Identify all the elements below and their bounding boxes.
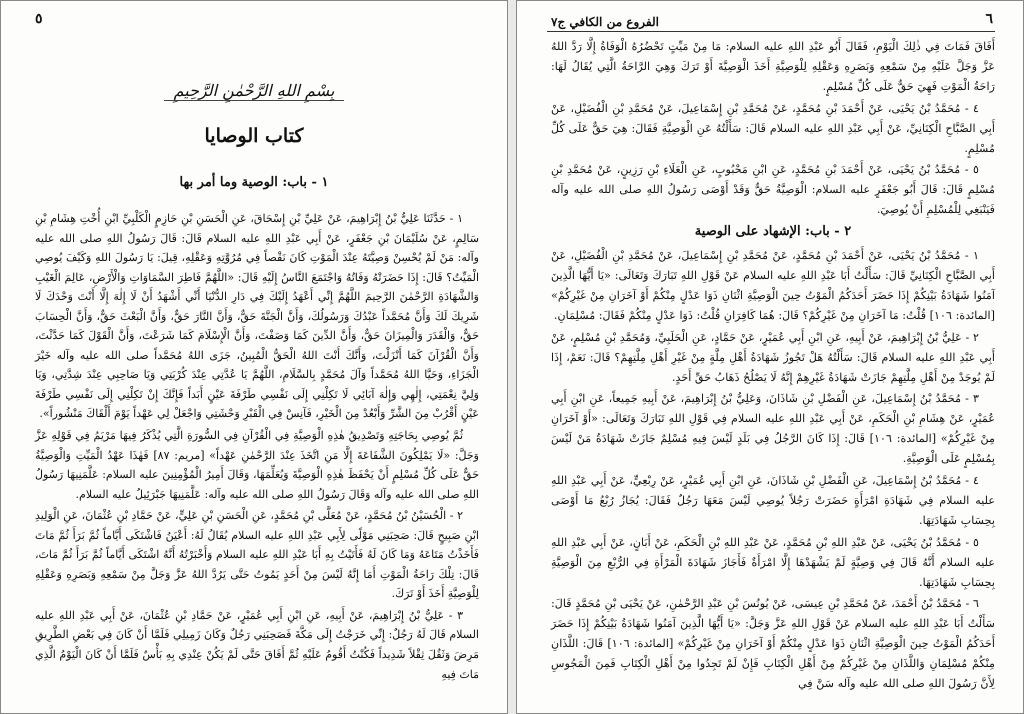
page-number: ٥ <box>35 11 43 27</box>
right-page-body <box>551 37 995 696</box>
left-page <box>0 0 508 714</box>
hadith-paragraph: ٤ - مُحَمَّدُ بْنُ إِسْمَاعِيلَ، عَنِ الْفَضْلِ بْنِ شَاذَانَ، عَنِ ابْنِ أَبِي عُمَيْرٍ، عَنْ رِبْعِيٍّ، عَنْ أَبِي عَبْدِ اللهِ عليه السلام فِي شَهَادَةِ امْرَأَةٍ حَضَرَتْ رَجُلاً يُوصِي لَيْسَ مَعَهَا رَجُلٌ فَقَالَ: يُجَازُ رُبْعُ مَا أَوْصَى بِحِسَابِ شَهَادَتِهَا. <box>551 474 995 527</box>
right-page <box>516 0 1024 714</box>
hadith-paragraph: ثُمَّ يُوصِي بِحَاجَتِهِ وَتَصْدِيقُ هٰذِهِ الْوَصِيَّةِ فِي الْقُرْآنِ فِي السُّورَةِ الَّتِي يُذْكَرُ فِيهَا مَرْيَمُ فِي قَوْلِهِ عَزَّ وَجَلَّ: «لَا يَمْلِكُونَ الشَّفَاعَةَ إِلَّا مَنِ اتَّخَذَ عِنْدَ الرَّحْمٰنِ عَهْداً» [مريم: ٨٧] فَهٰذَا عَهْدُ الْمَيِّتِ وَالْوَصِيَّةُ حَقٌّ عَلَى كُلِّ مُسْلِمٍ أَنْ يَحْفَظَ هٰذِهِ الْوَصِيَّةَ وَيُعَلِّمَهَا، وَقَالَ أَمِيرُ الْمُؤْمِنِينَ عليه السلام: عَلَّمَنِيهَا رَسُولُ اللهِ صلى الله عليه وآله وَقَالَ رَسُولُ اللهِ صلى الله عليه وآله: عَلَّمَنِيهَا جَبْرَئِيلُ عليه السلام. <box>35 429 479 501</box>
hadith-paragraph: ٣ - عَلِيُّ بْنُ إِبْرَاهِيمَ، عَنْ أَبِيهِ، عَنِ ابْنِ أَبِي عُمَيْرٍ، عَنْ حَمَّادِ بْنِ عُثْمَانَ، عَنْ أَبِي عَبْدِ اللهِ عليه السلام قَالَ لَهُ رَجُلٌ: إِنِّي خَرَجْتُ إِلَى مَكَّةَ فَصَحِبَنِي رَجُلٌ وَكَانَ زَمِيلِي فَلَمَّا أَنْ كَانَ فِي بَعْضِ الطَّرِيقِ مَرِضَ وَثَقُلَ ثِقْلاً شَدِيداً فَكُنْتُ أَقُومُ عَلَيْهِ ثُمَّ أَفَاقَ حَتَّى لَمْ يَكُنْ عِنْدِي بِهِ بَأْسٌ فَلَمَّا أَنْ كَانَ الْيَوْمُ الَّذِي مَاتَ فِيهِ <box>35 608 479 681</box>
right-page-header <box>551 11 993 33</box>
chapter-title: ١ - باب: الوصية وما أمر بها <box>179 175 329 190</box>
hadith-paragraph: ١ - مُحَمَّدُ بْنُ يَحْيَى، عَنْ أَحْمَدَ بْنِ مُحَمَّدٍ، عَنْ مُحَمَّدِ بْنِ إِسْمَاعِيلَ، عَنْ مُحَمَّدِ بْنِ الْفُضَيْلِ، عَنْ أَبِي الصَّبَّاحِ الْكِنَانِيِّ قَالَ: سَأَلْتُ أَبَا عَبْدِ اللهِ عليه السلام عَنْ قَوْلِ اللهِ تَبَارَكَ وَتَعَالَى: «يَا أَيُّهَا الَّذِينَ آمَنُوا شَهَادَةُ بَيْنِكُمْ إِذَا حَضَرَ أَحَدَكُمُ الْمَوْتُ حِينَ الْوَصِيَّةِ اثْنَانِ ذَوَا عَدْلٍ مِنْكُمْ أَوْ آخَرَانِ مِنْ غَيْرِكُمْ» [المائدة: ١٠٦] قُلْتُ: مَا آخَرَانِ مِنْ غَيْرِكُمْ؟ قَالَ: هُمَا كَافِرَانِ قُلْتُ: ذَوَا عَدْلٍ مِنْكُمْ فَقَالَ: مُسْلِمَانِ. <box>551 249 995 322</box>
hadith-paragraph: ٣ - مُحَمَّدُ بْنُ إِسْمَاعِيلَ، عَنِ الْفَضْلِ بْنِ شَاذَانَ، وَعَلِيُّ بْنُ إِبْرَاهِيمَ، عَنْ أَبِيهِ جَمِيعاً، عَنِ ابْنِ أَبِي عُمَيْرٍ، عَنْ هِشَامِ بْنِ الْحَكَمِ، عَنْ أَبِي عَبْدِ اللهِ عليه السلام فِي قَوْلِ اللهِ تَبَارَكَ وَتَعَالَى: «أَوْ آخَرَانِ مِنْ غَيْرِكُمْ» [المائدة: ١٠٦] قَالَ: إِذَا كَانَ الرَّجُلُ فِي بَلَدٍ لَيْسَ فِيهِ مُسْلِمٌ جَازَتْ شَهَادَةُ مَنْ لَيْسَ بِمُسْلِمٍ عَلَى الْوَصِيَّةِ. <box>551 392 995 466</box>
hadith-paragraph: ٢ - الْحُسَيْنُ بْنُ مُحَمَّدٍ، عَنْ مُعَلَّى بْنِ مُحَمَّدٍ، عَنِ الْحَسَنِ بْنِ عَلِيٍّ، عَنْ حَمَّادِ بْنِ عُثْمَانَ، عَنِ الْوَلِيدِ ابْنِ صَبِيحٍ قَالَ: صَحِبَنِي مَوْلًى لِأَبِي عَبْدِ اللهِ عليه السلام يُقَالُ لَهُ: أَعْيَنُ فَاشْتَكَى أَيَّاماً ثُمَّ بَرَأَ ثُمَّ مَاتَ فَأَخَذْتُ مَتَاعَهُ وَمَا كَانَ لَهُ فَأَتَيْتُ بِهِ أَبَا عَبْدِ اللهِ عليه السلام وَأَخْبَرْتُهُ أَنَّهُ اشْتَكَى أَيَّاماً ثُمَّ بَرَأَ ثُمَّ مَاتَ، قَالَ: تِلْكَ رَاحَةُ الْمَوْتِ أَمَا إِنَّهُ لَيْسَ مِنْ أَحَدٍ يَمُوتُ حَتَّى يَرُدَّ اللهُ عَزَّ وَجَلَّ مِنْ سَمْعِهِ وَبَصَرِهِ وَعَقْلِهِ لِلْوَصِيَّةِ أَخَذَ أَوْ تَرَكَ. <box>35 509 479 601</box>
running-title: الفروع من الكافي ج٧ <box>551 15 659 29</box>
chapter-title: ٢ - باب: الإشهاد على الوصية <box>694 224 852 240</box>
header-rule <box>547 31 995 32</box>
hadith-paragraph: ٥ - مُحَمَّدُ بْنُ يَحْيَى، عَنْ عَبْدِ اللهِ بْنِ مُحَمَّدٍ، عَنْ عَبْدِ اللهِ بْنِ الْحَكَمِ، عَنْ أَبَانٍ، عَنْ أَبِي عَبْدِ اللهِ عليه السلام أَنَّهُ قَالَ فِي وَصِيَّةٍ لَمْ يَشْهَدْهَا إِلَّا امْرَأَةٌ فَأَجَازَ شَهَادَةَ الْمَرْأَةِ فِي الرُّبْعِ مِنَ الْوَصِيَّةِ بِحِسَابِ شَهَادَتِهَا. <box>551 535 995 589</box>
hadith-paragraph: ٤ - مُحَمَّدُ بْنُ يَحْيَى، عَنْ أَحْمَدَ بْنِ مُحَمَّدٍ، عَنْ مُحَمَّدِ بْنِ إِسْمَاعِيلَ، عَنْ مُحَمَّدِ بْنِ الْفُضَيْلِ، عَنْ أَبِي الصَّبَّاحِ الْكِنَانِيِّ، عَنْ أَبِي عَبْدِ اللهِ عليه السلام قَالَ: سَأَلْتُهُ عَنِ الْوَصِيَّةِ فَقَالَ: هِيَ حَقٌّ عَلَى كُلِّ مُسْلِمٍ. <box>551 101 995 155</box>
basmala-text: بِسْمِ اللهِ الرَّحْمٰنِ الرَّحِيمِ <box>164 81 345 101</box>
hadith-paragraph: ٥ - مُحَمَّدُ بْنُ يَحْيَى، عَنْ أَحْمَدَ بْنِ مُحَمَّدٍ، عَنِ ابْنِ مَحْبُوبٍ، عَنِ الْعَلَاءِ بْنِ رَزِينٍ، عَنْ مُحَمَّدِ بْنِ مُسْلِمٍ قَالَ: قَالَ أَبُو جَعْفَرٍ عليه السلام: الْوَصِيَّةُ حَقٌّ وَقَدْ أَوْصَى رَسُولُ اللهِ صلى الله عليه وآله فَيَنْبَغِي لِلْمُسْلِمِ أَنْ يُوصِيَ. <box>551 163 995 217</box>
book-gutter <box>508 0 516 714</box>
left-page-body <box>35 209 479 686</box>
page-number: ٦ <box>985 11 993 27</box>
basmala <box>1 81 507 100</box>
hadith-paragraph: أَفَاقَ فَمَاتَ فِي ذٰلِكَ الْيَوْمِ، فَقَالَ أَبُو عَبْدِ اللهِ عليه السلام: مَا مِنْ مَيِّتٍ تَحْضُرُهُ الْوَفَاةُ إِلَّا رَدَّ اللهُ عَزَّ وَجَلَّ عَلَيْهِ مِنْ سَمْعِهِ وَبَصَرِهِ وَعَقْلِهِ لِلْوَصِيَّةِ أَخَذَ الْوَصِيَّةَ أَوْ تَرَكَ وَهِيَ الرَّاحَةُ الَّتِي يُقَالُ لَهَا: رَاحَةُ الْمَوْتِ فَهِيَ حَقٌّ عَلَى كُلِّ مُسْلِمٍ. <box>551 40 995 93</box>
hadith-paragraph: ١ - حَدَّثَنَا عَلِيُّ بْنُ إِبْرَاهِيمَ، عَنْ عَلِيِّ بْنِ إِسْحَاقَ، عَنِ الْحَسَنِ بْنِ حَازِمٍ الْكَلْبِيِّ ابْنِ أُخْتِ هِشَامِ بْنِ سَالِمٍ، عَنْ سُلَيْمَانَ بْنِ جَعْفَرٍ، عَنْ أَبِي عَبْدِ اللهِ عليه السلام قَالَ: قَالَ رَسُولُ اللهِ صلى الله عليه وآله: مَنْ لَمْ يُحْسِنْ وَصِيَّتَهُ عِنْدَ الْمَوْتِ كَانَ نَقْصاً فِي مُرُوَّتِهِ وَعَقْلِهِ، قِيلَ: يَا رَسُولَ اللهِ وَكَيْفَ يُوصِي الْمَيِّتُ؟ قَالَ: إِذَا حَضَرَتْهُ وَفَاتُهُ وَاجْتَمَعَ النَّاسُ إِلَيْهِ قَالَ: «اللَّهُمَّ فَاطِرَ السَّمَاوَاتِ وَالْأَرْضِ، عَالِمَ الْغَيْبِ وَالشَّهَادَةِ الرَّحْمٰنَ الرَّحِيمَ اللَّهُمَّ إِنِّي أَعْهَدُ إِلَيْكَ فِي دَارِ الدُّنْيَا أَنِّي أَشْهَدُ أَنْ لَا إِلٰهَ إِلَّا أَنْتَ وَحْدَكَ لَا شَرِيكَ لَكَ وَأَنَّ مُحَمَّداً عَبْدُكَ وَرَسُولُكَ، وَأَنَّ الْجَنَّةَ حَقٌّ، وَأَنَّ النَّارَ حَقٌّ، وَأَنَّ الْبَعْثَ حَقٌّ، وَأَنَّ الْحِسَابَ حَقٌّ، وَالْقَدَرَ وَالْمِيزَانَ حَقٌّ، وَأَنَّ الدِّينَ كَمَا وَصَفْتَ، وَأَنَّ الْإِسْلَامَ كَمَا شَرَعْتَ، وَأَنَّ الْقَوْلَ كَمَا حَدَّثْتَ، وَأَنَّ الْقُرْآنَ كَمَا أَنْزَلْتَ، وَأَنَّكَ أَنْتَ اللهُ الْحَقُّ الْمُبِينُ، جَزَى اللهُ مُحَمَّداً صلى الله عليه وآله خَيْرَ الْجَزَاءِ، وَحَيَّا اللهُ مُحَمَّداً وَآلَ مُحَمَّدٍ بِالسَّلَامِ، اللَّهُمَّ يَا عُدَّتِي عِنْدَ كُرْبَتِي وَيَا صَاحِبِي عِنْدَ شِدَّتِي، وَيَا وَلِيَّ نِعْمَتِي، إِلٰهِي وَإِلٰهَ آبَائِي لَا تَكِلْنِي إِلَى نَفْسِي طَرْفَةَ عَيْنٍ أَبَداً فَإِنَّكَ إِنْ تَكِلْنِي إِلَى نَفْسِي طَرْفَةَ عَيْنٍ أَقْرُبْ مِنَ الشَّرِّ وَأَبْعُدْ مِنَ الْخَيْرِ، فَآنِسْ فِي الْقَبْرِ وَحْشَتِي وَاجْعَلْ لِي عَهْداً يَوْمَ أَلْقَاكَ مَنْشُوراً». <box>35 212 479 421</box>
hadith-paragraph: ٦ - مُحَمَّدُ بْنُ أَحْمَدَ، عَنْ مُحَمَّدِ بْنِ عِيسَى، عَنْ يُونُسَ بْنِ عَبْدِ الرَّحْمٰنِ، عَنْ يَحْيَى بْنِ مُحَمَّدٍ قَالَ: سَأَلْتُ أَبَا عَبْدِ اللهِ عليه السلام عَنْ قَوْلِ اللهِ عَزَّ وَجَلَّ: «يَا أَيُّهَا الَّذِينَ آمَنُوا شَهَادَةُ بَيْنِكُمْ إِذَا حَضَرَ أَحَدَكُمُ الْمَوْتُ حِينَ الْوَصِيَّةِ اثْنَانِ ذَوَا عَدْلٍ مِنْكُمْ أَوْ آخَرَانِ مِنْ غَيْرِكُمْ» [المائدة: ١٠٦] قَالَ: اللَّذَانِ مِنْكُمْ مُسْلِمَانِ وَاللَّذَانِ مِنْ غَيْرِكُمْ مِنْ أَهْلِ الْكِتَابِ فَإِنْ لَمْ تَجِدُوا مِنْ أَهْلِ الْكِتَابِ فَمِنَ الْمَجُوسِ لِأَنَّ رَسُولَ اللهِ صلى الله عليه وآله سَنَّ فِي <box>551 597 995 691</box>
left-page-header <box>35 11 477 33</box>
hadith-paragraph: ٢ - عَلِيُّ بْنُ إِبْرَاهِيمَ، عَنْ أَبِيهِ، عَنِ ابْنِ أَبِي عُمَيْرٍ، عَنْ حَمَّادٍ، عَنِ الْحَلَبِيِّ، وَمُحَمَّدِ بْنِ مُسْلِمٍ، عَنْ أَبِي عَبْدِ اللهِ عليه السلام قَالَ: سَأَلْتُهُ هَلْ تَجُوزُ شَهَادَةُ أَهْلِ مِلَّةٍ مِنْ غَيْرِ أَهْلِ مِلَّتِهِمْ؟ قَالَ: نَعَمْ، إِذَا لَمْ يُوجَدْ مِنْ أَهْلِ مِلَّتِهِمْ جَازَتْ شَهَادَةُ غَيْرِهِمْ إِنَّهُ لَا يَصْلُحُ ذَهَابُ حَقِّ أَحَدٍ. <box>551 330 995 384</box>
book-title: كتاب الوصايا <box>204 125 304 147</box>
